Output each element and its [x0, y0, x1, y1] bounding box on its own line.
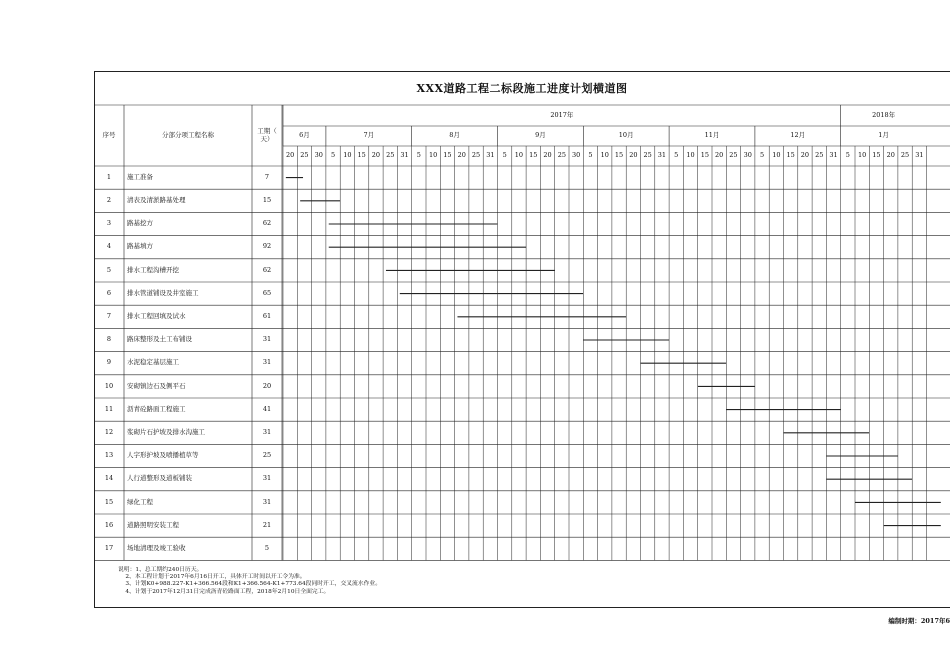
- task-duration: 65: [262, 288, 272, 297]
- day-label: 20: [286, 151, 295, 160]
- task-duration: 92: [262, 242, 272, 251]
- day-label: 20: [457, 151, 466, 160]
- day-label: 25: [643, 151, 652, 160]
- day-label: 15: [872, 151, 881, 160]
- day-label: 31: [486, 151, 495, 160]
- page-title: XXX道路工程二标段施工进度计划横道图: [416, 82, 628, 95]
- row-number: 9: [106, 358, 112, 367]
- day-label: 31: [829, 151, 838, 160]
- day-label: 5: [588, 151, 593, 160]
- task-duration: 7: [264, 172, 270, 181]
- day-label: 15: [786, 151, 795, 160]
- year-label: 2017年: [550, 110, 574, 119]
- row-number: 2: [106, 196, 112, 205]
- day-label: 20: [886, 151, 895, 160]
- day-label: 20: [715, 151, 724, 160]
- month-label: 6月: [299, 131, 310, 140]
- month-label: 1月: [878, 131, 889, 140]
- row-number: 3: [106, 219, 112, 228]
- month-label: 10月: [618, 131, 634, 140]
- row-number: 4: [106, 242, 112, 251]
- task-duration: 20: [262, 381, 272, 390]
- task-name: 浆砌片石护坡及排水沟施工: [127, 428, 205, 437]
- task-name: 人行道整形及道板铺装: [127, 474, 192, 483]
- day-label: 30: [743, 151, 752, 160]
- row-number: 1: [106, 172, 112, 181]
- row-number: 11: [104, 404, 114, 413]
- day-label: 25: [471, 151, 481, 160]
- task-name: 路床整形及土工布铺设: [127, 335, 192, 344]
- day-label: 20: [371, 151, 381, 160]
- day-label: 31: [657, 151, 667, 160]
- day-label: 10: [429, 151, 438, 160]
- task-duration: 62: [262, 219, 272, 228]
- row-number: 14: [104, 474, 114, 483]
- task-name: 路基填方: [127, 242, 153, 251]
- task-name: 清表及清淤路基处理: [127, 196, 186, 205]
- header-duration: 工期（ 天）: [257, 127, 277, 143]
- day-label: 5: [330, 151, 336, 160]
- row-number: 10: [104, 381, 114, 390]
- year-label: 2018年: [872, 110, 896, 119]
- task-duration: 31: [262, 358, 272, 367]
- task-name: 路基挖方: [127, 219, 153, 228]
- task-duration: 31: [262, 428, 272, 437]
- row-number: 6: [106, 288, 112, 297]
- task-name: 人字形护坡及喷播植草等: [127, 451, 199, 460]
- day-label: 10: [858, 151, 867, 160]
- task-name: 道路照明安装工程: [127, 520, 179, 529]
- task-name: 排水工程回填及试水: [127, 312, 186, 321]
- row-number: 15: [104, 497, 114, 506]
- month-label: 9月: [535, 131, 546, 140]
- day-label: 31: [400, 151, 409, 160]
- day-label: 25: [729, 151, 738, 160]
- day-label: 10: [686, 151, 695, 160]
- day-label: 25: [557, 151, 566, 160]
- notes: 说明：1、总工期约240日历天。 2、本工程计划于2017年6月16日开工，具体开工时间以开工令为准。 3、计划K0+988.227-K1+366.564段和K1+366.564-K1+773.64段同时开工，交叉流水作业。 4、计划于2017年12月31日完成沥青砼路面工程，2018年2月10日全面完工。: [118, 567, 382, 595]
- day-label: 20: [543, 151, 552, 160]
- header-task-name: 分部分项工程名称: [162, 130, 214, 139]
- header-seq: 序号: [102, 130, 116, 139]
- row-number: 5: [106, 265, 112, 274]
- day-label: 5: [416, 151, 421, 160]
- row-number: 7: [106, 312, 112, 321]
- task-duration: 25: [262, 451, 272, 460]
- day-label: 10: [514, 151, 524, 160]
- task-duration: 41: [262, 404, 272, 413]
- task-duration: 31: [262, 474, 272, 483]
- day-label: 30: [572, 151, 581, 160]
- day-label: 5: [845, 151, 850, 160]
- day-label: 25: [815, 151, 824, 160]
- month-label: 11月: [704, 131, 720, 140]
- task-name: 排水管道铺设及井室施工: [127, 288, 199, 297]
- day-label: 15: [443, 151, 452, 160]
- task-duration: 61: [262, 312, 272, 321]
- day-label: 20: [629, 151, 638, 160]
- task-name: 施工准备: [127, 172, 153, 181]
- day-label: 25: [386, 151, 395, 160]
- month-label: 8月: [449, 131, 460, 140]
- task-name: 排水工程沟槽开挖: [127, 265, 179, 274]
- day-label: 31: [915, 151, 924, 160]
- row-number: 16: [104, 520, 114, 529]
- day-label: 20: [800, 151, 810, 160]
- day-label: 25: [900, 151, 910, 160]
- task-duration: 31: [262, 335, 272, 344]
- row-number: 12: [104, 428, 114, 437]
- task-name: 安砌镇边石及侧平石: [127, 381, 186, 390]
- day-label: 25: [300, 151, 309, 160]
- row-number: 13: [104, 451, 114, 460]
- day-label: 5: [502, 151, 507, 160]
- task-name: 水泥稳定基层施工: [127, 358, 179, 367]
- task-duration: 5: [264, 544, 270, 553]
- day-label: 10: [600, 151, 609, 160]
- row-number: 17: [104, 544, 114, 553]
- day-label: 5: [759, 151, 765, 160]
- task-duration: 31: [262, 497, 272, 506]
- day-label: 15: [357, 151, 366, 160]
- month-label: 12月: [790, 131, 806, 140]
- task-name: 沥青砼路面工程施工: [127, 404, 186, 413]
- day-label: 15: [614, 151, 624, 160]
- task-name: 场地清理及竣工验收: [127, 544, 186, 553]
- day-label: 15: [700, 151, 709, 160]
- month-label: 7月: [363, 131, 375, 140]
- day-label: 5: [674, 151, 679, 160]
- row-number: 8: [106, 335, 112, 344]
- task-name: 绿化工程: [127, 497, 153, 506]
- compile-date: 编制时期：2017年6: [888, 617, 950, 625]
- task-duration: 15: [262, 196, 272, 205]
- task-duration: 21: [262, 520, 272, 529]
- day-label: 10: [772, 151, 781, 160]
- day-label: 10: [343, 151, 352, 160]
- day-label: 30: [314, 151, 323, 160]
- task-duration: 62: [262, 265, 272, 274]
- day-label: 15: [529, 151, 538, 160]
